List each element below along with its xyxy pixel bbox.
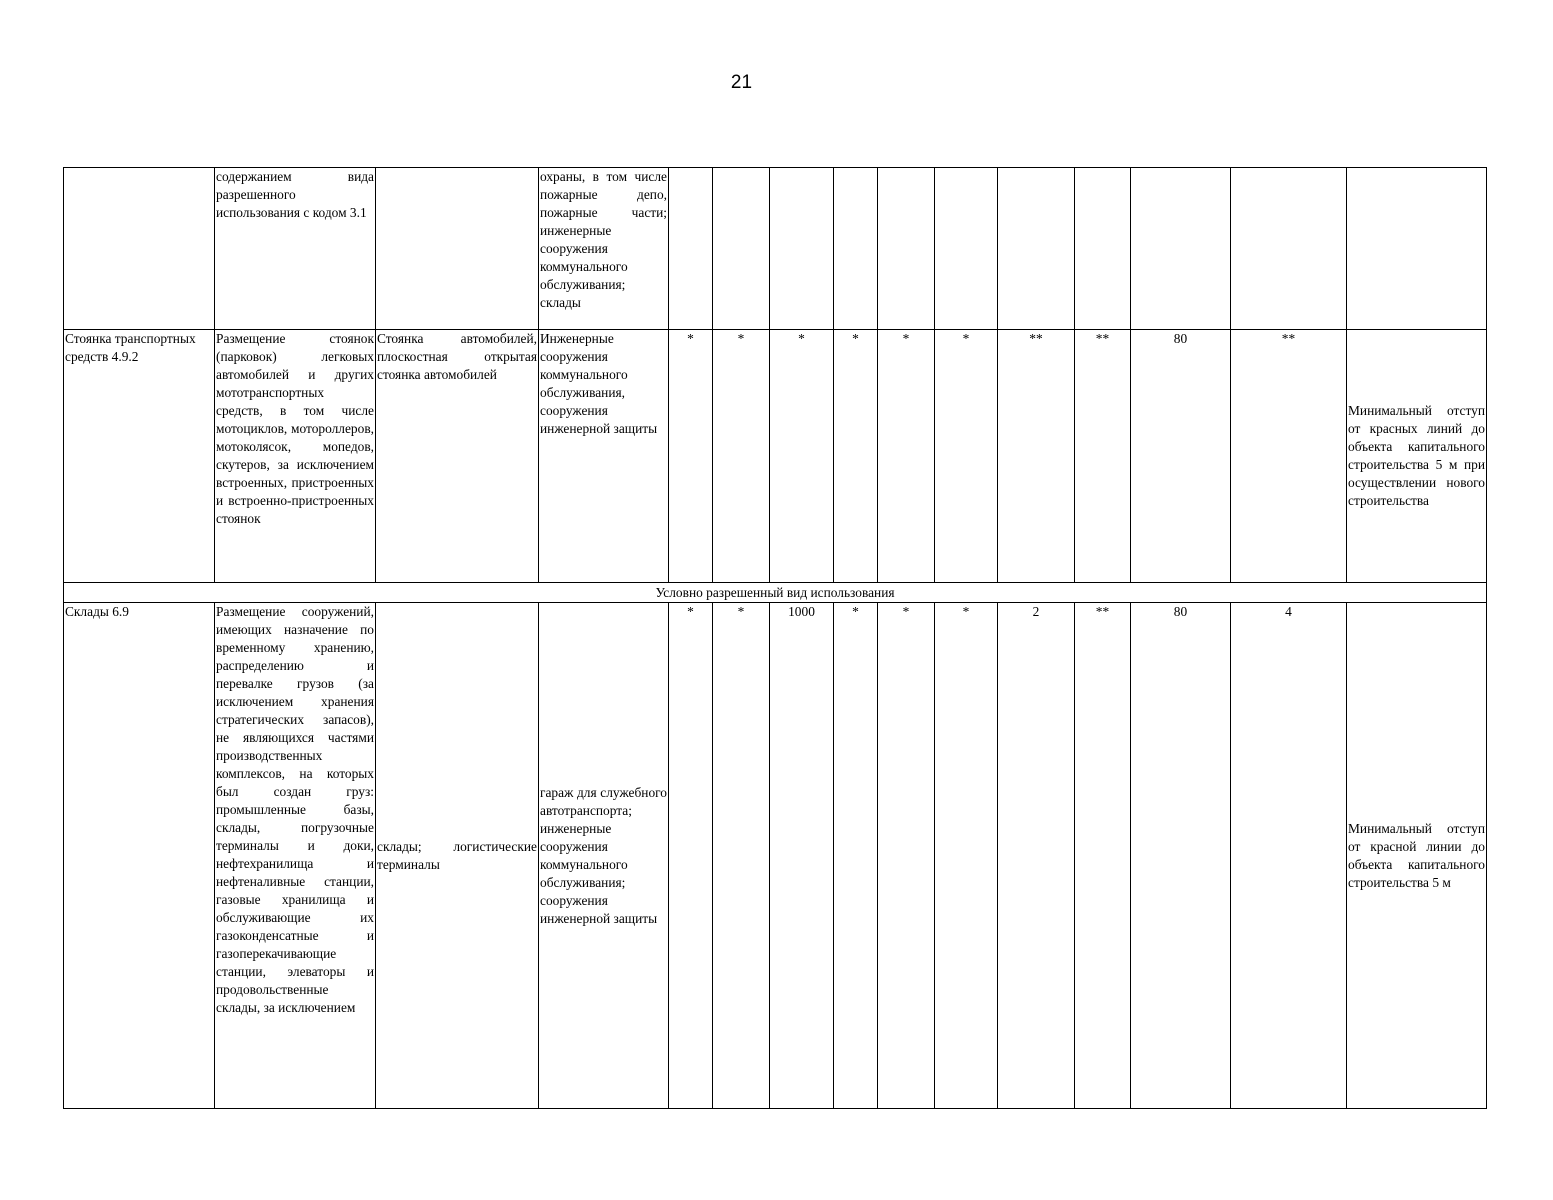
page-number: 21: [730, 72, 753, 93]
param-cell: **: [1075, 330, 1131, 583]
use-name-cell: Стоянка транспортных средств 4.9.2: [64, 330, 215, 583]
param-cell: 80: [1131, 330, 1231, 583]
param-cell: 4: [1231, 603, 1347, 1109]
param-cell: *: [770, 330, 834, 583]
param-cell: [834, 168, 878, 330]
use-description-cell: Размещение стоянок (парковок) легковых автомобилей и других мототранспортных средств, в том числе мотоциклов, мотороллеров, мотоколясок, мопедов, скутеров, за исключением встроенных, пристроенных и встроенно-пристроенных стоянок: [215, 330, 376, 583]
param-cell: *: [834, 330, 878, 583]
param-cell: *: [669, 603, 713, 1109]
param-cell: 2: [998, 603, 1075, 1109]
param-cell: **: [1075, 603, 1131, 1109]
note-cell: [1347, 168, 1487, 330]
auxiliary-objects-cell: охраны, в том числе пожарные депо, пожарные части; инженерные сооружения коммунального обслуживания; склады: [539, 168, 669, 330]
main-objects-cell: Стоянка автомобилей, плоскостная открытая стоянка автомобилей: [376, 330, 539, 583]
section-banner-row: [64, 583, 1487, 603]
section-banner: Условно разрешенный вид использования: [64, 583, 1487, 603]
param-cell: 1000: [770, 603, 834, 1109]
param-cell: **: [1231, 330, 1347, 583]
param-cell: *: [713, 603, 770, 1109]
auxiliary-objects-cell: гараж для служебного автотранспорта; инженерные сооружения коммунального обслуживания; сооружения инженерной защиты: [539, 603, 669, 1109]
param-cell: 80: [1131, 603, 1231, 1109]
auxiliary-objects-cell: Инженерные сооружения коммунального обслуживания, сооружения инженерной защиты: [539, 330, 669, 583]
table-row: [64, 603, 1487, 1109]
param-cell: [713, 168, 770, 330]
table-row: [64, 168, 1487, 330]
note-cell: Минимальный отступ от красных линий до объекта капитального строительства 5 м при осуществлении нового строительства: [1347, 330, 1487, 583]
main-objects-cell: [376, 168, 539, 330]
note-cell: Минимальный отступ от красной линии до объекта капитального строительства 5 м: [1347, 603, 1487, 1109]
param-cell: [1075, 168, 1131, 330]
param-cell: *: [878, 603, 935, 1109]
use-description-cell: содержанием вида разрешенного использования с кодом 3.1: [215, 168, 376, 330]
param-cell: [878, 168, 935, 330]
param-cell: **: [998, 330, 1075, 583]
param-cell: [770, 168, 834, 330]
param-cell: *: [834, 603, 878, 1109]
table-row: [64, 330, 1487, 583]
param-cell: [935, 168, 998, 330]
use-name-cell: [64, 168, 215, 330]
param-cell: *: [935, 330, 998, 583]
param-cell: *: [878, 330, 935, 583]
use-name-cell: Склады 6.9: [64, 603, 215, 1109]
main-objects-cell: склады; логистические терминалы: [376, 603, 539, 1109]
param-cell: *: [935, 603, 998, 1109]
param-cell: *: [669, 330, 713, 583]
param-cell: [998, 168, 1075, 330]
param-cell: [669, 168, 713, 330]
regulations-table: [63, 167, 1487, 1109]
param-cell: [1231, 168, 1347, 330]
param-cell: [1131, 168, 1231, 330]
param-cell: *: [713, 330, 770, 583]
use-description-cell: Размещение сооружений, имеющих назначение по временному хранению, распределению и перевалке грузов (за исключением хранения стратегических запасов), не являющихся частями производственных комплексов, на которых был создан груз: промышленные базы, склады, погрузочные терминалы и доки, нефтехранилища и нефтеналивные станции, газовые хранилища и обслуживающие их газоконденсатные и газоперекачивающие станции, элеваторы и продовольственные склады, за исключением: [215, 603, 376, 1109]
